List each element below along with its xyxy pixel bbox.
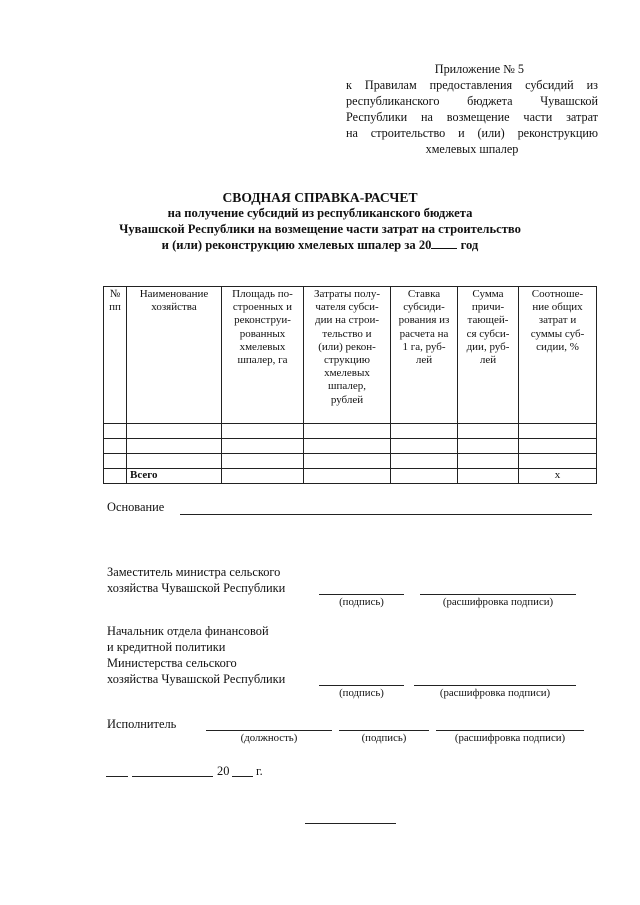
table-row: [104, 454, 597, 469]
table-cell[interactable]: [458, 439, 519, 454]
table-cell[interactable]: [458, 424, 519, 439]
table-cell[interactable]: [127, 454, 222, 469]
appendix-line: республиканского бюджета Чувашской: [346, 94, 598, 108]
deputy-signature-caption: (подпись): [339, 596, 384, 608]
executor-position-line[interactable]: [206, 730, 332, 731]
table-cell[interactable]: [391, 469, 458, 484]
table-header-row: [104, 287, 597, 424]
deputy-decode-line[interactable]: [420, 594, 576, 595]
table-cell[interactable]: [304, 454, 391, 469]
title-line: на получение субсидий из республиканского бюджета: [167, 206, 473, 220]
table-cell[interactable]: [304, 439, 391, 454]
header-cell-farm-name: Наименование хозяйства: [127, 287, 222, 424]
table-cell[interactable]: [391, 424, 458, 439]
table-cell[interactable]: [222, 424, 304, 439]
header-cell-area: Площадь по- строенных и реконструи- рованных хмелевых шпалер, га: [222, 287, 304, 424]
head-signature-caption: (подпись): [339, 687, 384, 699]
title-line: [100, 237, 540, 254]
table-cell[interactable]: [104, 439, 127, 454]
date-month-line[interactable]: [132, 776, 213, 777]
title-line-end: год: [460, 238, 479, 252]
table-cell[interactable]: [222, 439, 304, 454]
basis-line[interactable]: [180, 514, 592, 515]
title-main: СВОДНАЯ СПРАВКА-РАСЧЕТ: [222, 190, 418, 205]
table-cell[interactable]: [519, 454, 597, 469]
date-year-line[interactable]: [232, 776, 253, 777]
date-year-prefix: 20: [217, 764, 230, 778]
table-cell[interactable]: [104, 454, 127, 469]
table-cell[interactable]: [519, 439, 597, 454]
head-signature-line[interactable]: [319, 685, 404, 686]
deputy-decode-caption: (расшифровка подписи): [442, 596, 554, 608]
table-cell[interactable]: [127, 424, 222, 439]
executor-decode-caption: (расшифровка подписи): [454, 732, 566, 744]
deputy-title: Заместитель министра сельского хозяйства Чувашской Республики: [107, 565, 286, 595]
basis-label: Основание: [107, 500, 165, 514]
table-cell[interactable]: [104, 424, 127, 439]
appendix-block: [346, 61, 598, 157]
calculation-table: [103, 286, 597, 484]
executor-position-caption: (должность): [240, 732, 298, 744]
table-row: [104, 424, 597, 439]
table-cell[interactable]: [304, 469, 391, 484]
table-cell[interactable]: [304, 424, 391, 439]
table-row: [104, 439, 597, 454]
total-label: Всего: [127, 469, 222, 484]
title-line: Чувашской Республики на возмещение части затрат на строительство: [119, 221, 521, 236]
document-title: [100, 189, 540, 254]
header-cell-subsidy-amount: Сумма причи- тающей- ся субси- дии, руб- лей: [458, 287, 519, 424]
table-cell[interactable]: [458, 454, 519, 469]
deputy-signature-line[interactable]: [319, 594, 404, 595]
table-total-row: [104, 469, 597, 484]
appendix-line: Республики на возмещение части затрат: [346, 110, 598, 124]
executor-signature-line[interactable]: [339, 730, 429, 731]
footer-separator: [305, 823, 396, 824]
table-cell[interactable]: [127, 439, 222, 454]
table-cell[interactable]: [222, 469, 304, 484]
header-cell-ratio: Соотноше- ние общих затрат и суммы суб- сидии, %: [519, 287, 597, 424]
date-day-line[interactable]: [106, 776, 128, 777]
executor-decode-line[interactable]: [436, 730, 584, 731]
appendix-title: Приложение № 5: [434, 62, 524, 76]
year-blank[interactable]: [431, 237, 457, 249]
header-cell-rate: Ставка субсиди- рования из расчета на 1 га, руб- лей: [391, 287, 458, 424]
date-year-suffix: г.: [256, 764, 263, 778]
executor-signature-caption: (подпись): [361, 732, 407, 744]
total-ratio-cell: x: [519, 469, 597, 484]
title-line-start: и (или) реконструкцию хмелевых шпалер за 20: [161, 238, 432, 252]
table-cell: [104, 469, 127, 484]
table-cell[interactable]: [391, 439, 458, 454]
appendix-line: хмелевых шпалер: [425, 142, 519, 156]
executor-label: Исполнитель: [107, 717, 177, 731]
header-cell-number: № пп: [104, 287, 127, 424]
head-title: Начальник отдела финансовой и кредитной политики Министерства сельского хозяйства Чувашской Республики: [107, 624, 286, 686]
table-cell[interactable]: [391, 454, 458, 469]
head-decode-caption: (расшифровка подписи): [439, 687, 551, 699]
header-cell-costs: Затраты полу- чателя субси- дии на строи- тельство и (или) рекон- струкцию хмелевых шпалер, рублей: [304, 287, 391, 424]
table-cell[interactable]: [222, 454, 304, 469]
appendix-line: к Правилам предоставления субсидий из: [346, 78, 598, 92]
table-cell[interactable]: [458, 469, 519, 484]
appendix-line: на строительство и (или) реконструкцию: [346, 126, 598, 140]
head-decode-line[interactable]: [414, 685, 576, 686]
table-cell[interactable]: [519, 424, 597, 439]
